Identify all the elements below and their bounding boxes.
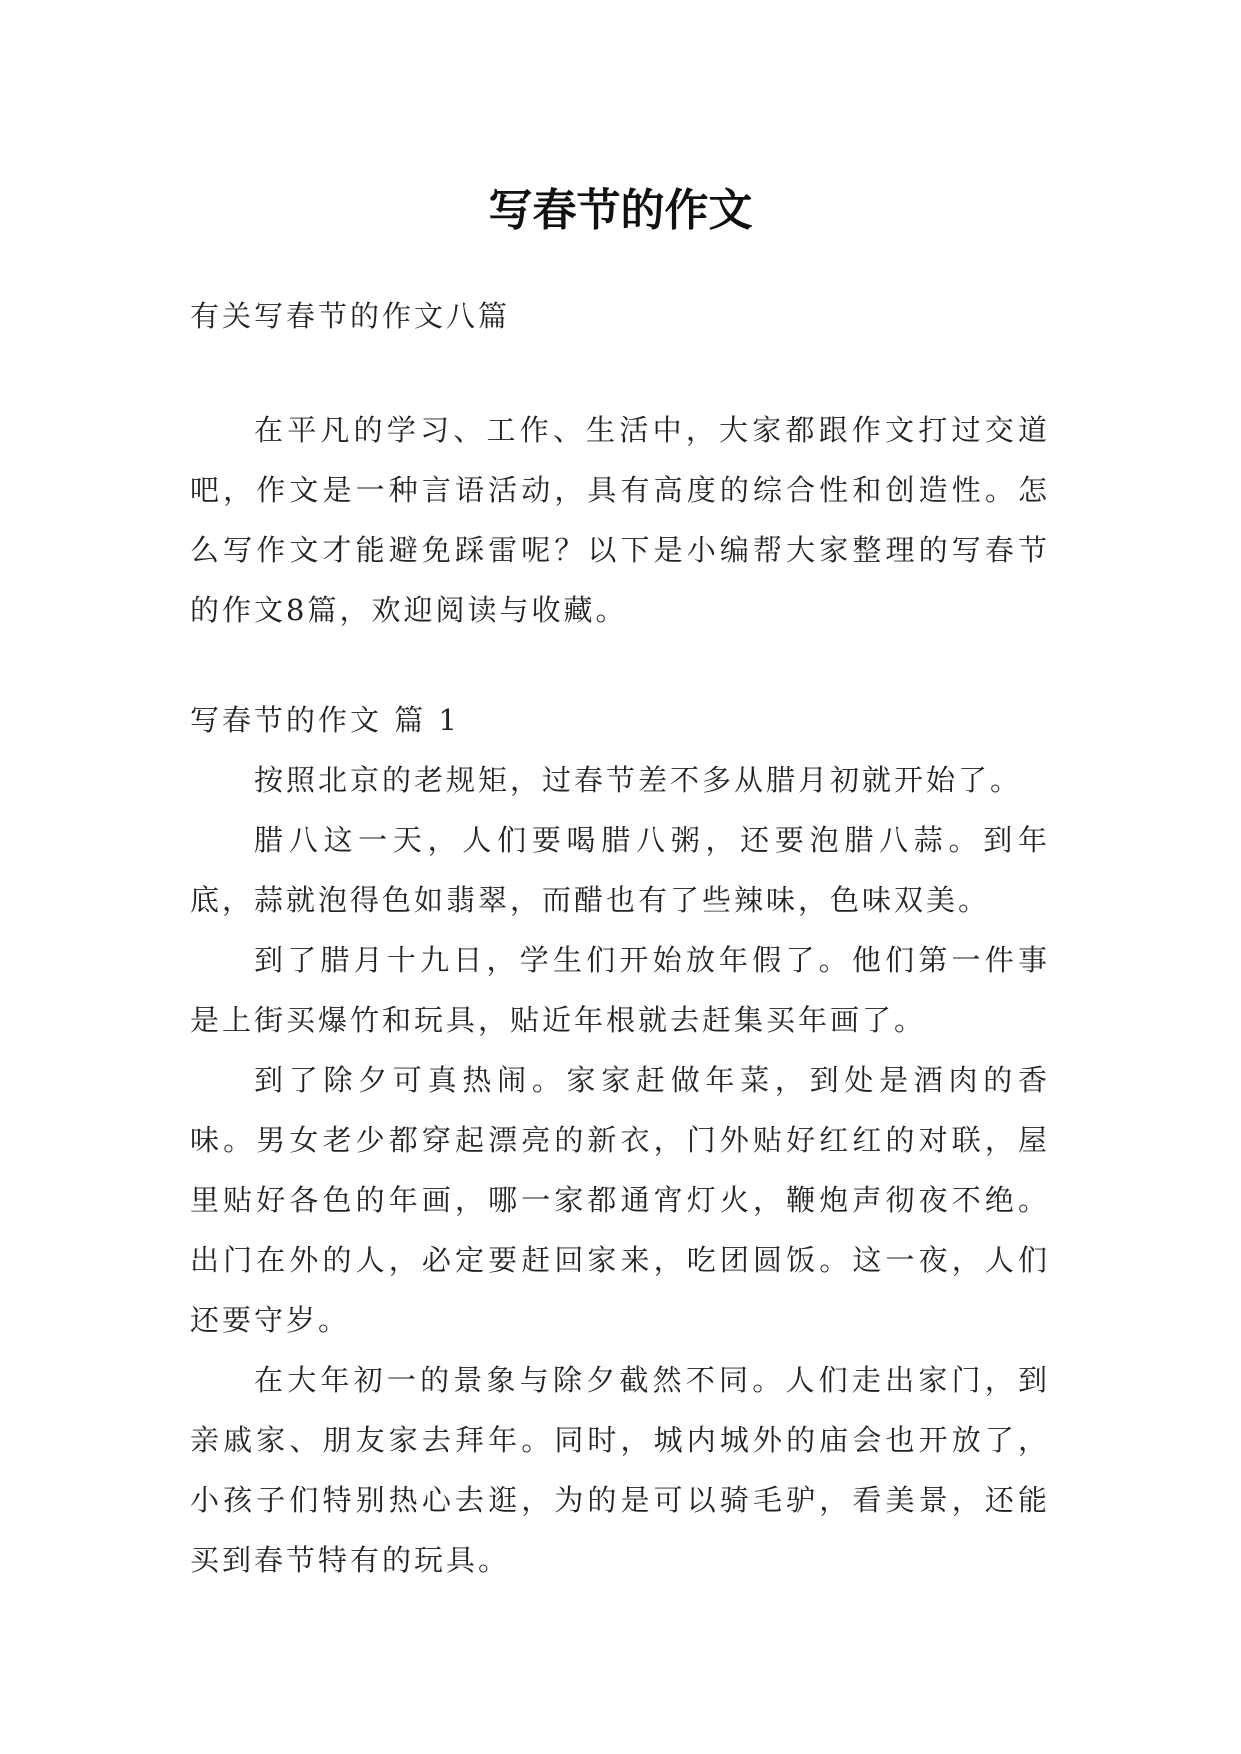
body-paragraph: 到了腊月十九日，学生们开始放年假了。他们第一件事是上街买爆竹和玩具，贴近年根就去赶集买年画了。 [190,943,1050,1037]
section-heading-text: 写春节的作文 篇 1 [190,703,460,737]
subtitle-text: 有关写春节的作文八篇 [190,299,511,333]
document-title: 写春节的作文 [488,185,753,237]
intro-text: 在平凡的学习、工作、生活中，大家都跟作文打过交道吧，作文是一种言语活动，具有高度的综合性和创造性。怎么写作文才能避免踩雷呢？以下是小编帮大家整理的写春节的作文8篇，欢迎阅读与收藏。 [190,413,1050,627]
intro-paragraph [190,400,1050,640]
document-subtitle [190,286,1050,346]
body-paragraph: 到了除夕可真热闹。家家赶做年菜，到处是酒肉的香味。男女老少都穿起漂亮的新衣，门外贴好红红的对联，屋里贴好各色的年画，哪一家都通宵灯火，鞭炮声彻夜不绝。出门在外的人，必定要赶回家来，吃团圆饭。这一夜，人们还要守岁。 [190,1063,1050,1337]
body-paragraph: 腊八这一天，人们要喝腊八粥，还要泡腊八蒜。到年底，蒜就泡得色如翡翠，而醋也有了些辣味，色味双美。 [190,823,1050,917]
section-heading [190,690,1050,750]
section-body [190,750,1050,1590]
body-paragraph: 在大年初一的景象与除夕截然不同。人们走出家门，到亲戚家、朋友家去拜年。同时，城内城外的庙会也开放了，小孩子们特别热心去逛，为的是可以骑毛驴，看美景，还能买到春节特有的玩具。 [190,1363,1050,1577]
body-paragraph: 按照北京的老规矩，过春节差不多从腊月初就开始了。 [254,763,1023,797]
